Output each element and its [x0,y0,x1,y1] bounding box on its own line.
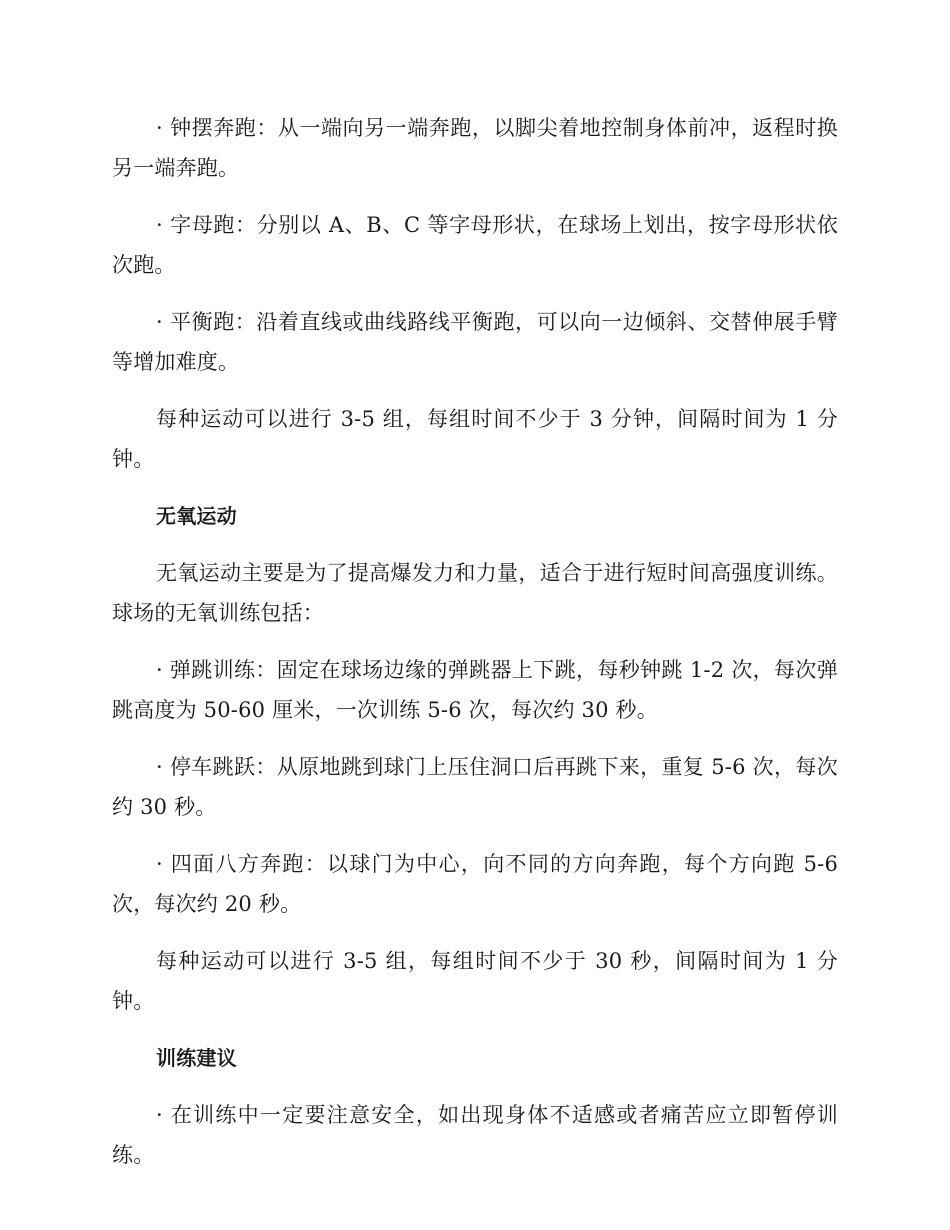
paragraph-pendulum-run: · 钟摆奔跑：从一端向另一端奔跑，以脚尖着地控制身体前冲，返程时换另一端奔跑。 [112,116,838,180]
document-body [112,108,838,1192]
paragraph-jump-training: · 弹跳训练：固定在球场边缘的弹跳器上下跳，每秒钟跳 1-2 次，每次弹跳高度为 50-60 厘米，一次训练 5-6 次，每次约 30 秒。 [112,658,838,722]
paragraph-anaerobic-intro: 无氧运动主要是为了提高爆发力和力量，适合于进行短时间高强度训练。球场的无氧训练包括： [112,561,838,625]
paragraph-letter-run: · 字母跑：分别以 A、B、C 等字母形状，在球场上划出，按字母形状依次跑。 [112,213,838,277]
section-heading-anaerobic: 无氧运动 [156,504,237,528]
paragraph-balance-run: · 平衡跑：沿着直线或曲线路线平衡跑，可以向一边倾斜、交替伸展手臂等增加难度。 [112,310,838,374]
paragraph-aerobic-sets: 每种运动可以进行 3-5 组，每组时间不少于 3 分钟，间隔时间为 1 分钟。 [112,407,838,471]
paragraph-safety-advice: · 在训练中一定要注意安全，如出现身体不适感或者痛苦应立即暂停训练。 [112,1103,838,1167]
paragraph-anaerobic-sets: 每种运动可以进行 3-5 组，每组时间不少于 30 秒，间隔时间为 1 分钟。 [112,949,838,1013]
paragraph-stop-jump: · 停车跳跃：从原地跳到球门上压住洞口后再跳下来，重复 5-6 次，每次约 30 秒。 [112,755,838,819]
section-heading-training-advice: 训练建议 [156,1046,237,1070]
paragraph-all-direction-run: · 四面八方奔跑：以球门为中心，向不同的方向奔跑，每个方向跑 5-6 次，每次约 20 秒。 [112,852,838,916]
